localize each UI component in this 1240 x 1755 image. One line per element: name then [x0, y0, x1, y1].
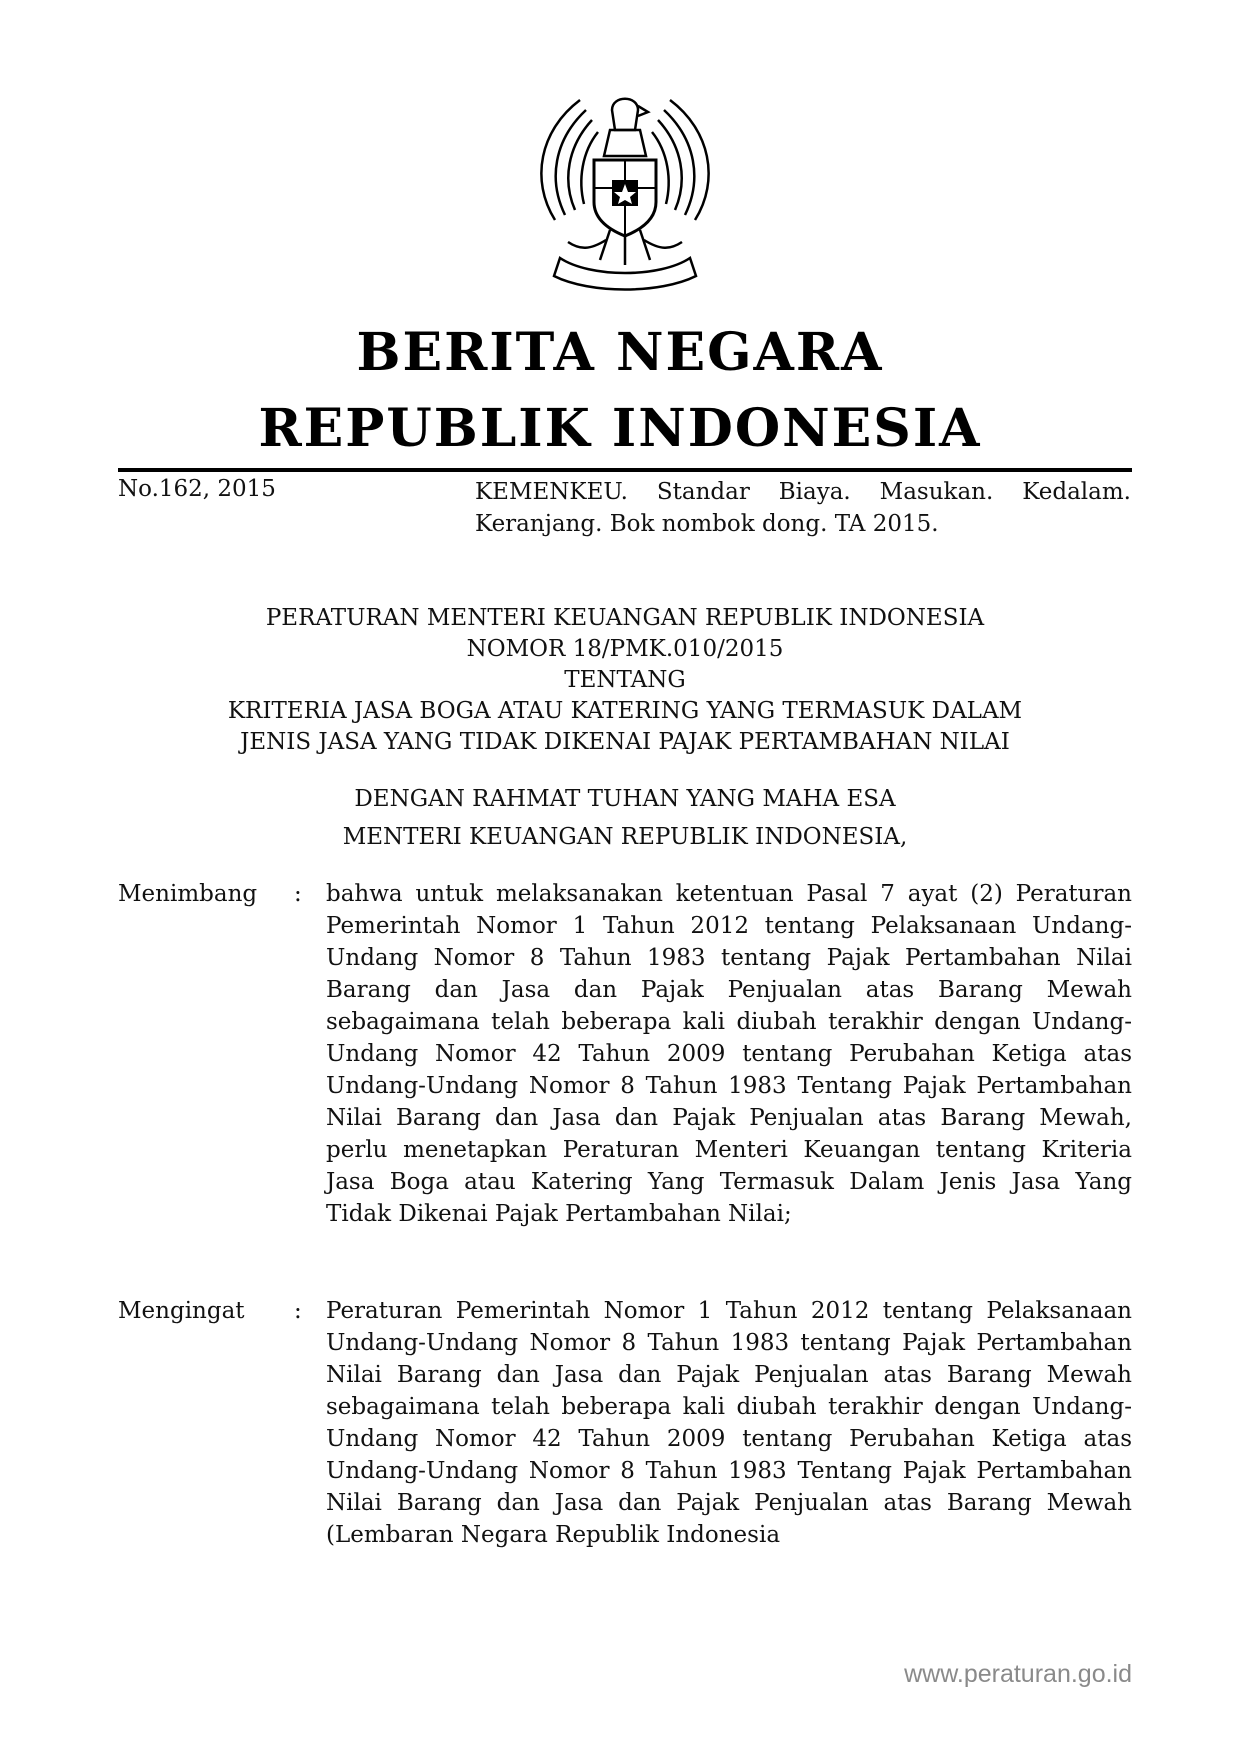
regulation-subject-line1: KRITERIA JASA BOGA ATAU KATERING YANG TERMASUK DALAM	[227, 698, 1023, 724]
regulation-tentang: TENTANG	[564, 667, 686, 693]
menimbang-text: bahwa untuk melaksanakan ketentuan Pasal 7 ayat (2) Peraturan Pemerintah Nomor 1 Tahun 2012 tentang Pelaksanaan Undang-Undang Nomor 8 Tahun 1983 tentang Pajak Pertambahan Nilai Barang dan Jasa dan Pajak Penjualan atas Barang Mewah sebagaimana telah beberapa kali diubah terakhir dengan Undang-Undang Nomor 42 Tahun 2009 tentang Perubahan Ketiga atas Undang-Undang Nomor 8 Tahun 1983 Tentang Pajak Pertambahan Nilai Barang dan Jasa dan Pajak Penjualan atas Barang Mewah, perlu menetapkan Peraturan Menteri Keuangan tentang Kriteria Jasa Boga atau Katering Yang Termasuk Dalam Jenis Jasa Yang Tidak Dikenai Pajak Pertambahan Nilai;	[326, 881, 1132, 1227]
masthead-title-line1: BERITA NEGARA	[356, 322, 884, 383]
mengingat-colon: :	[294, 1298, 302, 1324]
regulation-number: NOMOR 18/PMK.010/2015	[466, 636, 784, 662]
menteri-line: MENTERI KEUANGAN REPUBLIK INDONESIA,	[342, 824, 908, 850]
menimbang-colon: :	[294, 881, 302, 907]
regulation-subject-line2: JENIS JASA YANG TIDAK DIKENAI PAJAK PERTAMBAHAN NILAI	[240, 729, 1010, 755]
mengingat-text: Peraturan Pemerintah Nomor 1 Tahun 2012 tentang Pelaksanaan Undang-Undang Nomor 8 Tahun 1983 tentang Pajak Pertambahan Nilai Barang dan Jasa dan Pajak Penjualan atas Barang Mewah sebagaimana telah beberapa kali diubah terakhir dengan Undang-Undang Nomor 42 Tahun 2009 tentang Perubahan Ketiga atas Undang-Undang Nomor 8 Tahun 1983 Tentang Pajak Pertambahan Nilai Barang dan Jasa dan Pajak Penjualan atas Barang Mewah (Lembaran Negara Republik Indonesia	[326, 1298, 1132, 1548]
masthead-title-line2: REPUBLIK INDONESIA	[258, 398, 982, 459]
mengingat-label: Mengingat	[118, 1298, 245, 1324]
issue-number: No.162, 2015	[118, 476, 276, 502]
menimbang-label: Menimbang	[118, 881, 258, 907]
regulation-heading	[118, 603, 1132, 758]
garuda-emblem-icon	[520, 80, 730, 300]
regulation-title: PERATURAN MENTERI KEUANGAN REPUBLIK INDONESIA	[265, 605, 985, 631]
rahmat-line: DENGAN RAHMAT TUHAN YANG MAHA ESA	[354, 786, 896, 812]
issue-summary: KEMENKEU. Standar Biaya. Masukan. Kedalam. Keranjang. Bok nombok dong. TA 2015.	[475, 479, 1131, 537]
masthead-rule	[118, 468, 1132, 472]
footer-url[interactable]: www.peraturan.go.id	[904, 1660, 1132, 1688]
